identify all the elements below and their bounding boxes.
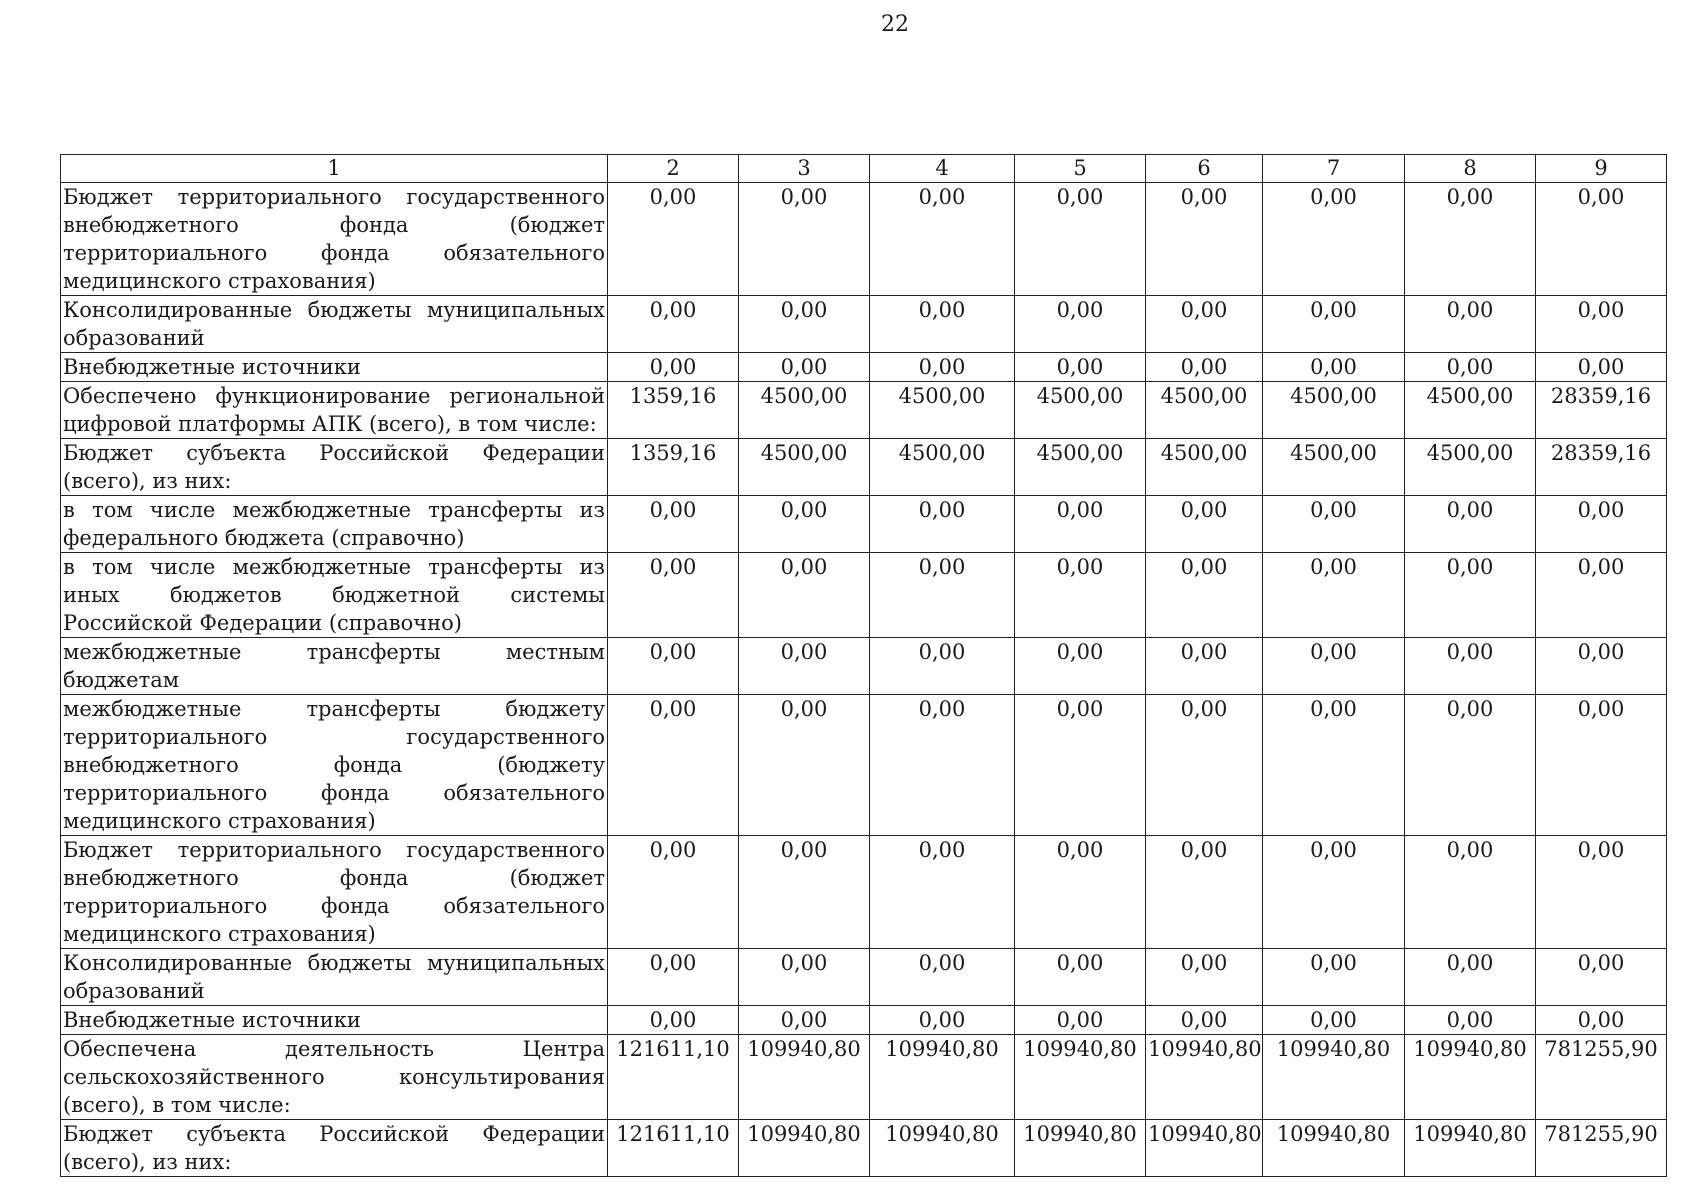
row-value: 109940,80 — [1146, 1035, 1263, 1120]
row-value: 0,00 — [1015, 638, 1146, 695]
row-value: 109940,80 — [1263, 1120, 1405, 1177]
row-value: 0,00 — [1146, 183, 1263, 296]
row-value: 0,00 — [739, 949, 870, 1006]
table-row — [61, 439, 1667, 496]
row-value: 109940,80 — [739, 1120, 870, 1177]
row-value: 0,00 — [870, 836, 1015, 949]
row-value: 0,00 — [1536, 183, 1667, 296]
row-value: 109940,80 — [1405, 1035, 1536, 1120]
row-label: в том числе межбюджетные трансферты из федерального бюджета (справочно) — [61, 496, 608, 553]
row-value: 0,00 — [1536, 638, 1667, 695]
row-value: 0,00 — [1536, 553, 1667, 638]
row-value: 0,00 — [1146, 553, 1263, 638]
table-row — [61, 353, 1667, 382]
row-value: 0,00 — [1405, 183, 1536, 296]
row-value: 4500,00 — [1263, 439, 1405, 496]
row-value: 4500,00 — [1405, 382, 1536, 439]
row-value: 0,00 — [870, 353, 1015, 382]
column-number-row — [61, 155, 1667, 183]
row-value: 0,00 — [1146, 638, 1263, 695]
row-value: 0,00 — [1015, 183, 1146, 296]
row-label: в том числе межбюджетные трансферты из иных бюджетов бюджетной системы Российской Федерации (справочно) — [61, 553, 608, 638]
row-value: 0,00 — [608, 695, 739, 836]
table-row — [61, 183, 1667, 296]
row-value: 109940,80 — [739, 1035, 870, 1120]
table-row — [61, 949, 1667, 1006]
table-row — [61, 695, 1667, 836]
row-value: 0,00 — [739, 638, 870, 695]
row-value: 781255,90 — [1536, 1120, 1667, 1177]
row-value: 0,00 — [870, 296, 1015, 353]
column-header: 9 — [1536, 155, 1667, 183]
row-value: 109940,80 — [870, 1120, 1015, 1177]
row-value: 0,00 — [1405, 695, 1536, 836]
row-value: 4500,00 — [870, 439, 1015, 496]
row-value: 0,00 — [1536, 1006, 1667, 1035]
row-value: 28359,16 — [1536, 382, 1667, 439]
row-value: 0,00 — [1263, 1006, 1405, 1035]
row-value: 0,00 — [1015, 496, 1146, 553]
row-label: Внебюджетные источники — [61, 1006, 608, 1035]
row-label: Бюджет субъекта Российской Федерации (всего), из них: — [61, 1120, 608, 1177]
row-value: 0,00 — [1536, 296, 1667, 353]
row-value: 1359,16 — [608, 439, 739, 496]
row-value: 0,00 — [1146, 836, 1263, 949]
row-value: 0,00 — [608, 836, 739, 949]
row-value: 0,00 — [1146, 695, 1263, 836]
table-row — [61, 296, 1667, 353]
row-value: 0,00 — [608, 949, 739, 1006]
row-value: 0,00 — [1263, 836, 1405, 949]
table-row — [61, 1006, 1667, 1035]
row-value: 0,00 — [1015, 949, 1146, 1006]
column-header: 5 — [1015, 155, 1146, 183]
row-value: 4500,00 — [1146, 382, 1263, 439]
column-header: 4 — [870, 155, 1015, 183]
row-value: 121611,10 — [608, 1120, 739, 1177]
row-value: 4500,00 — [870, 382, 1015, 439]
row-value: 4500,00 — [1146, 439, 1263, 496]
row-value: 109940,80 — [1015, 1120, 1146, 1177]
row-value: 0,00 — [870, 553, 1015, 638]
row-value: 109940,80 — [1405, 1120, 1536, 1177]
row-value: 0,00 — [1015, 836, 1146, 949]
row-value: 0,00 — [1405, 949, 1536, 1006]
row-value: 109940,80 — [1263, 1035, 1405, 1120]
row-value: 121611,10 — [608, 1035, 739, 1120]
row-value: 0,00 — [1405, 1006, 1536, 1035]
row-value: 0,00 — [1405, 296, 1536, 353]
column-header: 3 — [739, 155, 870, 183]
row-value: 0,00 — [608, 1006, 739, 1035]
row-value: 0,00 — [1015, 353, 1146, 382]
row-value: 0,00 — [1536, 695, 1667, 836]
row-value: 0,00 — [739, 1006, 870, 1035]
row-value: 0,00 — [1146, 949, 1263, 1006]
row-label: Обеспечена деятельность Центра сельскохозяйственного консультирования (всего), в том числе: — [61, 1035, 608, 1120]
row-value: 0,00 — [1015, 296, 1146, 353]
row-value: 0,00 — [1263, 353, 1405, 382]
table-body — [61, 183, 1667, 1177]
row-value: 4500,00 — [1405, 439, 1536, 496]
row-label: межбюджетные трансферты бюджету территориального государственного внебюджетного фонда (бюджету территориального фонда обязательного медицинского страхования) — [61, 695, 608, 836]
row-label: Бюджет территориального государственного внебюджетного фонда (бюджет территориального фонда обязательного медицинского страхования) — [61, 183, 608, 296]
row-label: Бюджет территориального государственного внебюджетного фонда (бюджет территориального фонда обязательного медицинского страхования) — [61, 836, 608, 949]
row-value: 0,00 — [1263, 695, 1405, 836]
row-value: 109940,80 — [1146, 1120, 1263, 1177]
row-label: Внебюджетные источники — [61, 353, 608, 382]
row-value: 0,00 — [1015, 695, 1146, 836]
table-row — [61, 382, 1667, 439]
row-label: Бюджет субъекта Российской Федерации (всего), из них: — [61, 439, 608, 496]
row-value: 4500,00 — [1015, 382, 1146, 439]
row-value: 109940,80 — [1015, 1035, 1146, 1120]
row-value: 0,00 — [1015, 553, 1146, 638]
column-header: 8 — [1405, 155, 1536, 183]
row-value: 1359,16 — [608, 382, 739, 439]
row-value: 0,00 — [1263, 638, 1405, 695]
row-value: 0,00 — [1146, 353, 1263, 382]
row-value: 4500,00 — [1015, 439, 1146, 496]
row-value: 0,00 — [1263, 183, 1405, 296]
row-value: 0,00 — [739, 695, 870, 836]
row-value: 0,00 — [739, 836, 870, 949]
row-value: 0,00 — [739, 496, 870, 553]
row-value: 0,00 — [1263, 496, 1405, 553]
column-header: 6 — [1146, 155, 1263, 183]
row-value: 0,00 — [1405, 496, 1536, 553]
row-value: 0,00 — [1405, 836, 1536, 949]
row-value: 0,00 — [1536, 836, 1667, 949]
row-value: 0,00 — [1405, 553, 1536, 638]
row-value: 4500,00 — [739, 439, 870, 496]
table-row — [61, 1120, 1667, 1177]
row-value: 0,00 — [870, 183, 1015, 296]
row-value: 781255,90 — [1536, 1035, 1667, 1120]
table-row — [61, 638, 1667, 695]
row-label: Консолидированные бюджеты муниципальных образований — [61, 296, 608, 353]
row-value: 0,00 — [739, 553, 870, 638]
page-number: 22 — [881, 12, 909, 37]
row-value: 0,00 — [1015, 1006, 1146, 1035]
row-label: межбюджетные трансферты местным бюджетам — [61, 638, 608, 695]
column-header: 7 — [1263, 155, 1405, 183]
row-value: 0,00 — [1536, 496, 1667, 553]
row-value: 4500,00 — [1263, 382, 1405, 439]
table-row — [61, 496, 1667, 553]
row-value: 0,00 — [1146, 296, 1263, 353]
row-value: 0,00 — [1405, 353, 1536, 382]
row-value: 0,00 — [870, 496, 1015, 553]
row-value: 109940,80 — [870, 1035, 1015, 1120]
table-row — [61, 1035, 1667, 1120]
row-value: 0,00 — [870, 1006, 1015, 1035]
row-value: 0,00 — [608, 496, 739, 553]
row-value: 0,00 — [1263, 949, 1405, 1006]
row-value: 0,00 — [1146, 1006, 1263, 1035]
column-header: 1 — [61, 155, 608, 183]
row-value: 0,00 — [1263, 553, 1405, 638]
row-value: 0,00 — [608, 296, 739, 353]
row-value: 0,00 — [870, 949, 1015, 1006]
row-value: 0,00 — [608, 638, 739, 695]
row-value: 0,00 — [739, 296, 870, 353]
row-value: 0,00 — [1405, 638, 1536, 695]
row-value: 0,00 — [608, 553, 739, 638]
row-value: 0,00 — [739, 183, 870, 296]
row-value: 0,00 — [1536, 353, 1667, 382]
table-row — [61, 836, 1667, 949]
row-value: 0,00 — [1146, 496, 1263, 553]
row-value: 4500,00 — [739, 382, 870, 439]
row-label: Консолидированные бюджеты муниципальных образований — [61, 949, 608, 1006]
row-label: Обеспечено функционирование региональной цифровой платформы АПК (всего), в том числе: — [61, 382, 608, 439]
row-value: 0,00 — [739, 353, 870, 382]
budget-table — [60, 154, 1667, 1177]
table-row — [61, 553, 1667, 638]
row-value: 0,00 — [870, 695, 1015, 836]
row-value: 0,00 — [1263, 296, 1405, 353]
row-value: 0,00 — [870, 638, 1015, 695]
row-value: 0,00 — [608, 183, 739, 296]
row-value: 0,00 — [608, 353, 739, 382]
row-value: 0,00 — [1536, 949, 1667, 1006]
column-header: 2 — [608, 155, 739, 183]
row-value: 28359,16 — [1536, 439, 1667, 496]
